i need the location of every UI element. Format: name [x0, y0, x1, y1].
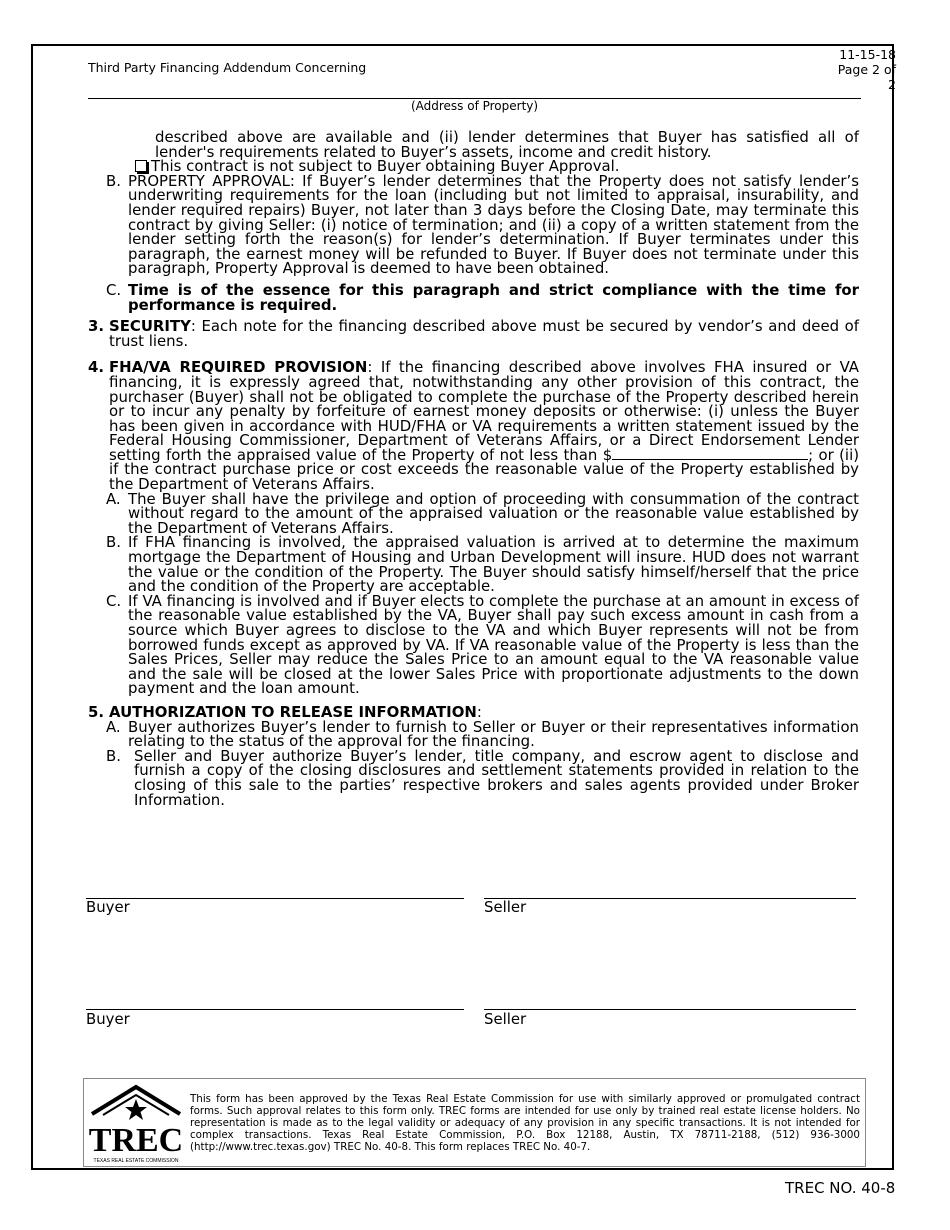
- section-number: 4.: [88, 358, 105, 377]
- buyer-label-2: Buyer: [86, 1010, 130, 1028]
- header-date-page: [826, 47, 896, 92]
- security-text: : Each note for the financing described above must be secured by vendor’s and deed of trust liens.: [109, 317, 859, 350]
- page-number: Page 2 of 2: [837, 62, 896, 92]
- fha-va-text: : If the financing described above involves FHA insured or VA financing, it is expressly agreed that, notwithstanding any other provision of this contract, the purchaser (Buyer) shall not be obligated to complete the purchase of the Property described herein or to incur any penalty by forfeiture of earnest money deposits or otherwise: (i) unless the Buyer has been given in accordance with HUD/FHA or VA requirements a written statement issued by the Federal Housing Commissioner, Department of Veterans Affairs, or a Direct Endorsement Lender setting forth the appraised value of the Property of not less than: [109, 358, 859, 464]
- addendum-body: [88, 130, 859, 807]
- fha-va-paragraph: [88, 358, 860, 494]
- footer-disclaimer: This form has been approved by the Texas Real Estate Commission for use with similarly approved or promulgated contract forms. Such approval relates to this form only. TREC forms are intended for use only by trained real estate license holders. No representation is made as to the legal validity or adequacy of any provision in any specific transactions. It is not intended for complex transactions. Texas Real Estate Commission, P.O. Box 12188, Austin, TX 78711-2188, (512) 936-3000 (http://www.trec.texas.gov) TREC No. 40-8. This form replaces TREC No. 40-7.: [190, 1093, 860, 1153]
- property-approval-paragraph: [88, 171, 859, 278]
- seller-label-2: Seller: [484, 1010, 527, 1028]
- trec-logo-text: TREC: [88, 1122, 184, 1159]
- trec-logo: [88, 1084, 184, 1164]
- fha-va-item-b-text: If FHA financing is involved, the appraised valuation is arrived at to determine the maximum mortgage the Department of Housing and Urban Development will insure. HUD does not warrant the value or the condition of the Property. The Buyer should satisfy himself/herself that the price and the condition of the Property are acceptable.: [128, 533, 859, 596]
- item-label: C.: [106, 591, 122, 610]
- authorization-item-a-text: Buyer authorizes Buyer’s lender to furnish to Seller or Buyer or their representatives information relating to the status of the approval for the financing.: [128, 717, 859, 751]
- fha-va-title: FHA/VA REQUIRED PROVISION: [109, 358, 368, 377]
- seller-label-1: Seller: [484, 898, 527, 916]
- dollar-sign: $: [602, 445, 613, 464]
- item-label: A.: [106, 489, 121, 508]
- section-number: 5.: [88, 702, 105, 721]
- authorization-item-b: [88, 746, 859, 809]
- item-label: C.: [106, 280, 122, 299]
- seller-signature-line-2[interactable]: [484, 1009, 856, 1010]
- fha-va-item-b: [88, 533, 859, 596]
- fha-va-item-c-text: If VA financing is involved and if Buyer elects to complete the purchase at an amount in excess of the reasonable value established by the VA, Buyer shall pay such excess amount in cash from a source which Buyer agrees to disclose to the VA and which Buyer represents will not be from borrowed funds except as approved by VA. If VA reasonable value of the Property is less than the Sales Prices, Seller may reduce the Sales Price to an amount equal to the VA reasonable value and the sale will be closed at the lower Sales Price with proportionate adjustments to the down payment and the loan amount.: [128, 591, 859, 698]
- fha-va-item-c: [88, 591, 859, 698]
- form-date: 11-15-18: [839, 47, 896, 62]
- authorization-item-a: [88, 717, 859, 751]
- item-label: B.: [106, 171, 121, 190]
- authorization-colon: :: [476, 702, 482, 721]
- item-label: B.: [106, 533, 121, 552]
- item-label: A.: [106, 717, 121, 736]
- buyer-approval-checkbox-label: This contract is not subject to Buyer obtaining Buyer Approval.: [151, 157, 620, 176]
- security-paragraph: [88, 319, 859, 348]
- buyer-approval-continuation: described above are available and (ii) lender determines that Buyer has satisfied all of lender's requirements related to Buyer’s assets, income and credit history.: [155, 128, 859, 161]
- authorization-title: AUTHORIZATION TO RELEASE INFORMATION: [109, 702, 477, 721]
- fha-va-item-a: [88, 489, 859, 537]
- seller-signature-line-1[interactable]: [484, 898, 856, 899]
- header-title: Third Party Financing Addendum Concerning: [88, 60, 367, 75]
- property-approval-text: PROPERTY APPROVAL: If Buyer’s lender determines that the Property does not satisfy lender’s underwriting requirements for the loan (including but not limited to appraisal, insurability, and lender required repairs) Buyer, not later than 3 days before the Closing Date, may terminate this contract by giving Seller: (i) notice of termination; and (ii) a copy of a written statement from the lender setting forth the reason(s) for lender’s determination. If Buyer terminates under this paragraph, the earnest money will be refunded to Buyer. If Buyer does not terminate under this paragraph, Property Approval is deemed to have been obtained.: [128, 171, 859, 278]
- appraised-value-blank[interactable]: [612, 448, 808, 460]
- item-label: B.: [106, 746, 121, 765]
- buyer-signature-line-1[interactable]: [86, 898, 464, 899]
- authorization-item-b-text: Seller and Buyer authorize Buyer’s lender, title company, and escrow agent to disclose and furnish a copy of the closing disclosures and settlement statements provided in relation to the closing of this sale to the parties’ respective brokers and sales agents provided under Broker Information.: [134, 746, 859, 809]
- time-essence-text: Time is of the essence for this paragraph and strict compliance with the time for performance is required.: [128, 280, 859, 314]
- security-title: SECURITY: [109, 317, 191, 336]
- form-number: TREC NO. 40-8: [785, 1179, 896, 1197]
- address-label: (Address of Property): [410, 99, 539, 113]
- section-number: 3.: [88, 317, 105, 336]
- trec-logo-subtitle: TEXAS REAL ESTATE COMMISSION: [93, 1158, 179, 1164]
- fha-va-text-cont: ; or (ii) if the contract purchase price or cost exceeds the reasonable value of the Property established by the Department of Veterans Affairs.: [109, 445, 860, 494]
- time-essence-paragraph: [88, 280, 859, 314]
- buyer-signature-line-2[interactable]: [86, 1009, 464, 1010]
- buyer-approval-checkbox[interactable]: [135, 160, 147, 172]
- fha-va-item-a-text: The Buyer shall have the privilege and option of proceeding with consummation of the contract without regard to the amount of the appraised valuation or the reasonable value established by the Department of Veterans Affairs.: [128, 489, 859, 537]
- buyer-label-1: Buyer: [86, 898, 130, 916]
